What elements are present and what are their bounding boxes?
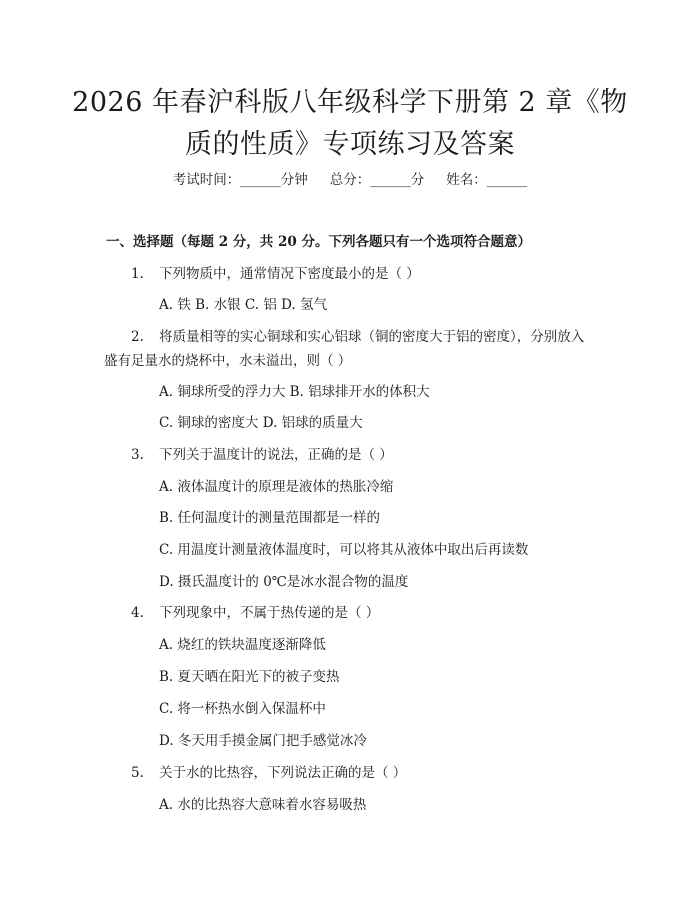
question-number: 5. (131, 765, 144, 781)
question-3-option-a: A. 液体温度计的原理是液体的热胀冷缩 (159, 479, 394, 495)
student-name-label: 姓名：______ (446, 172, 528, 188)
question-2-stem-continued: 盛有足量水的烧杯中，水未溢出，则（ ） (104, 353, 352, 369)
question-1-stem (131, 262, 420, 282)
question-number: 3. (131, 447, 144, 463)
question-number: 4. (131, 605, 144, 621)
question-2-options-ab: A. 铜球所受的浮力大 B. 铝球排开水的体积大 (159, 384, 430, 400)
question-3-option-d: D. 摄氏温度计的 0℃是冰水混合物的温度 (159, 574, 409, 590)
question-3-option-b: B. 任何温度计的测量范围都是一样的 (159, 510, 381, 526)
section-heading: 一、选择题（每题 2 分，共 20 分。下列各题只有一个选项符合题意） (106, 234, 531, 250)
question-text: 将质量相等的实心铜球和实心铝球（铜的密度大于铝的密度），分别放入 (159, 329, 585, 345)
question-4-option-a: A. 烧红的铁块温度逐渐降低 (159, 637, 326, 653)
title-line-1: 2026 年春沪科版八年级科学下册第 2 章《物 (72, 87, 628, 118)
question-4-option-b: B. 夏天晒在阳光下的被子变热 (159, 669, 340, 685)
question-5-stem (131, 761, 406, 781)
question-number: 2. (131, 329, 144, 345)
question-4-stem (131, 601, 379, 621)
exam-time-label: 考试时间：______分钟 (172, 172, 308, 188)
document-title (60, 82, 640, 166)
total-score-label: 总分：______分 (329, 172, 425, 188)
question-text: 下列关于温度计的说法，正确的是（ ） (159, 447, 393, 463)
question-4-option-d: D. 冬天用手摸金属门把手感觉冰冷 (159, 733, 367, 749)
question-5-option-a: A. 水的比热容大意味着水容易吸热 (159, 797, 367, 813)
question-3-stem (131, 443, 393, 463)
exam-meta (0, 168, 700, 188)
question-number: 1. (131, 266, 144, 282)
question-text: 关于水的比热容，下列说法正确的是（ ） (159, 765, 407, 781)
title-line-2: 质的性质》专项练习及答案 (185, 129, 515, 160)
question-2-stem (131, 325, 584, 345)
question-text: 下列物质中，通常情况下密度最小的是（ ） (159, 266, 420, 282)
question-4-option-c: C. 将一杯热水倒入保温杯中 (159, 701, 326, 717)
question-text: 下列现象中，不属于热传递的是（ ） (159, 605, 380, 621)
question-3-option-c: C. 用温度计测量液体温度时，可以将其从液体中取出后再读数 (159, 542, 529, 558)
question-1-options: A. 铁 B. 水银 C. 铝 D. 氢气 (159, 297, 328, 313)
question-2-options-cd: C. 铜球的密度大 D. 铝球的质量大 (159, 415, 363, 431)
